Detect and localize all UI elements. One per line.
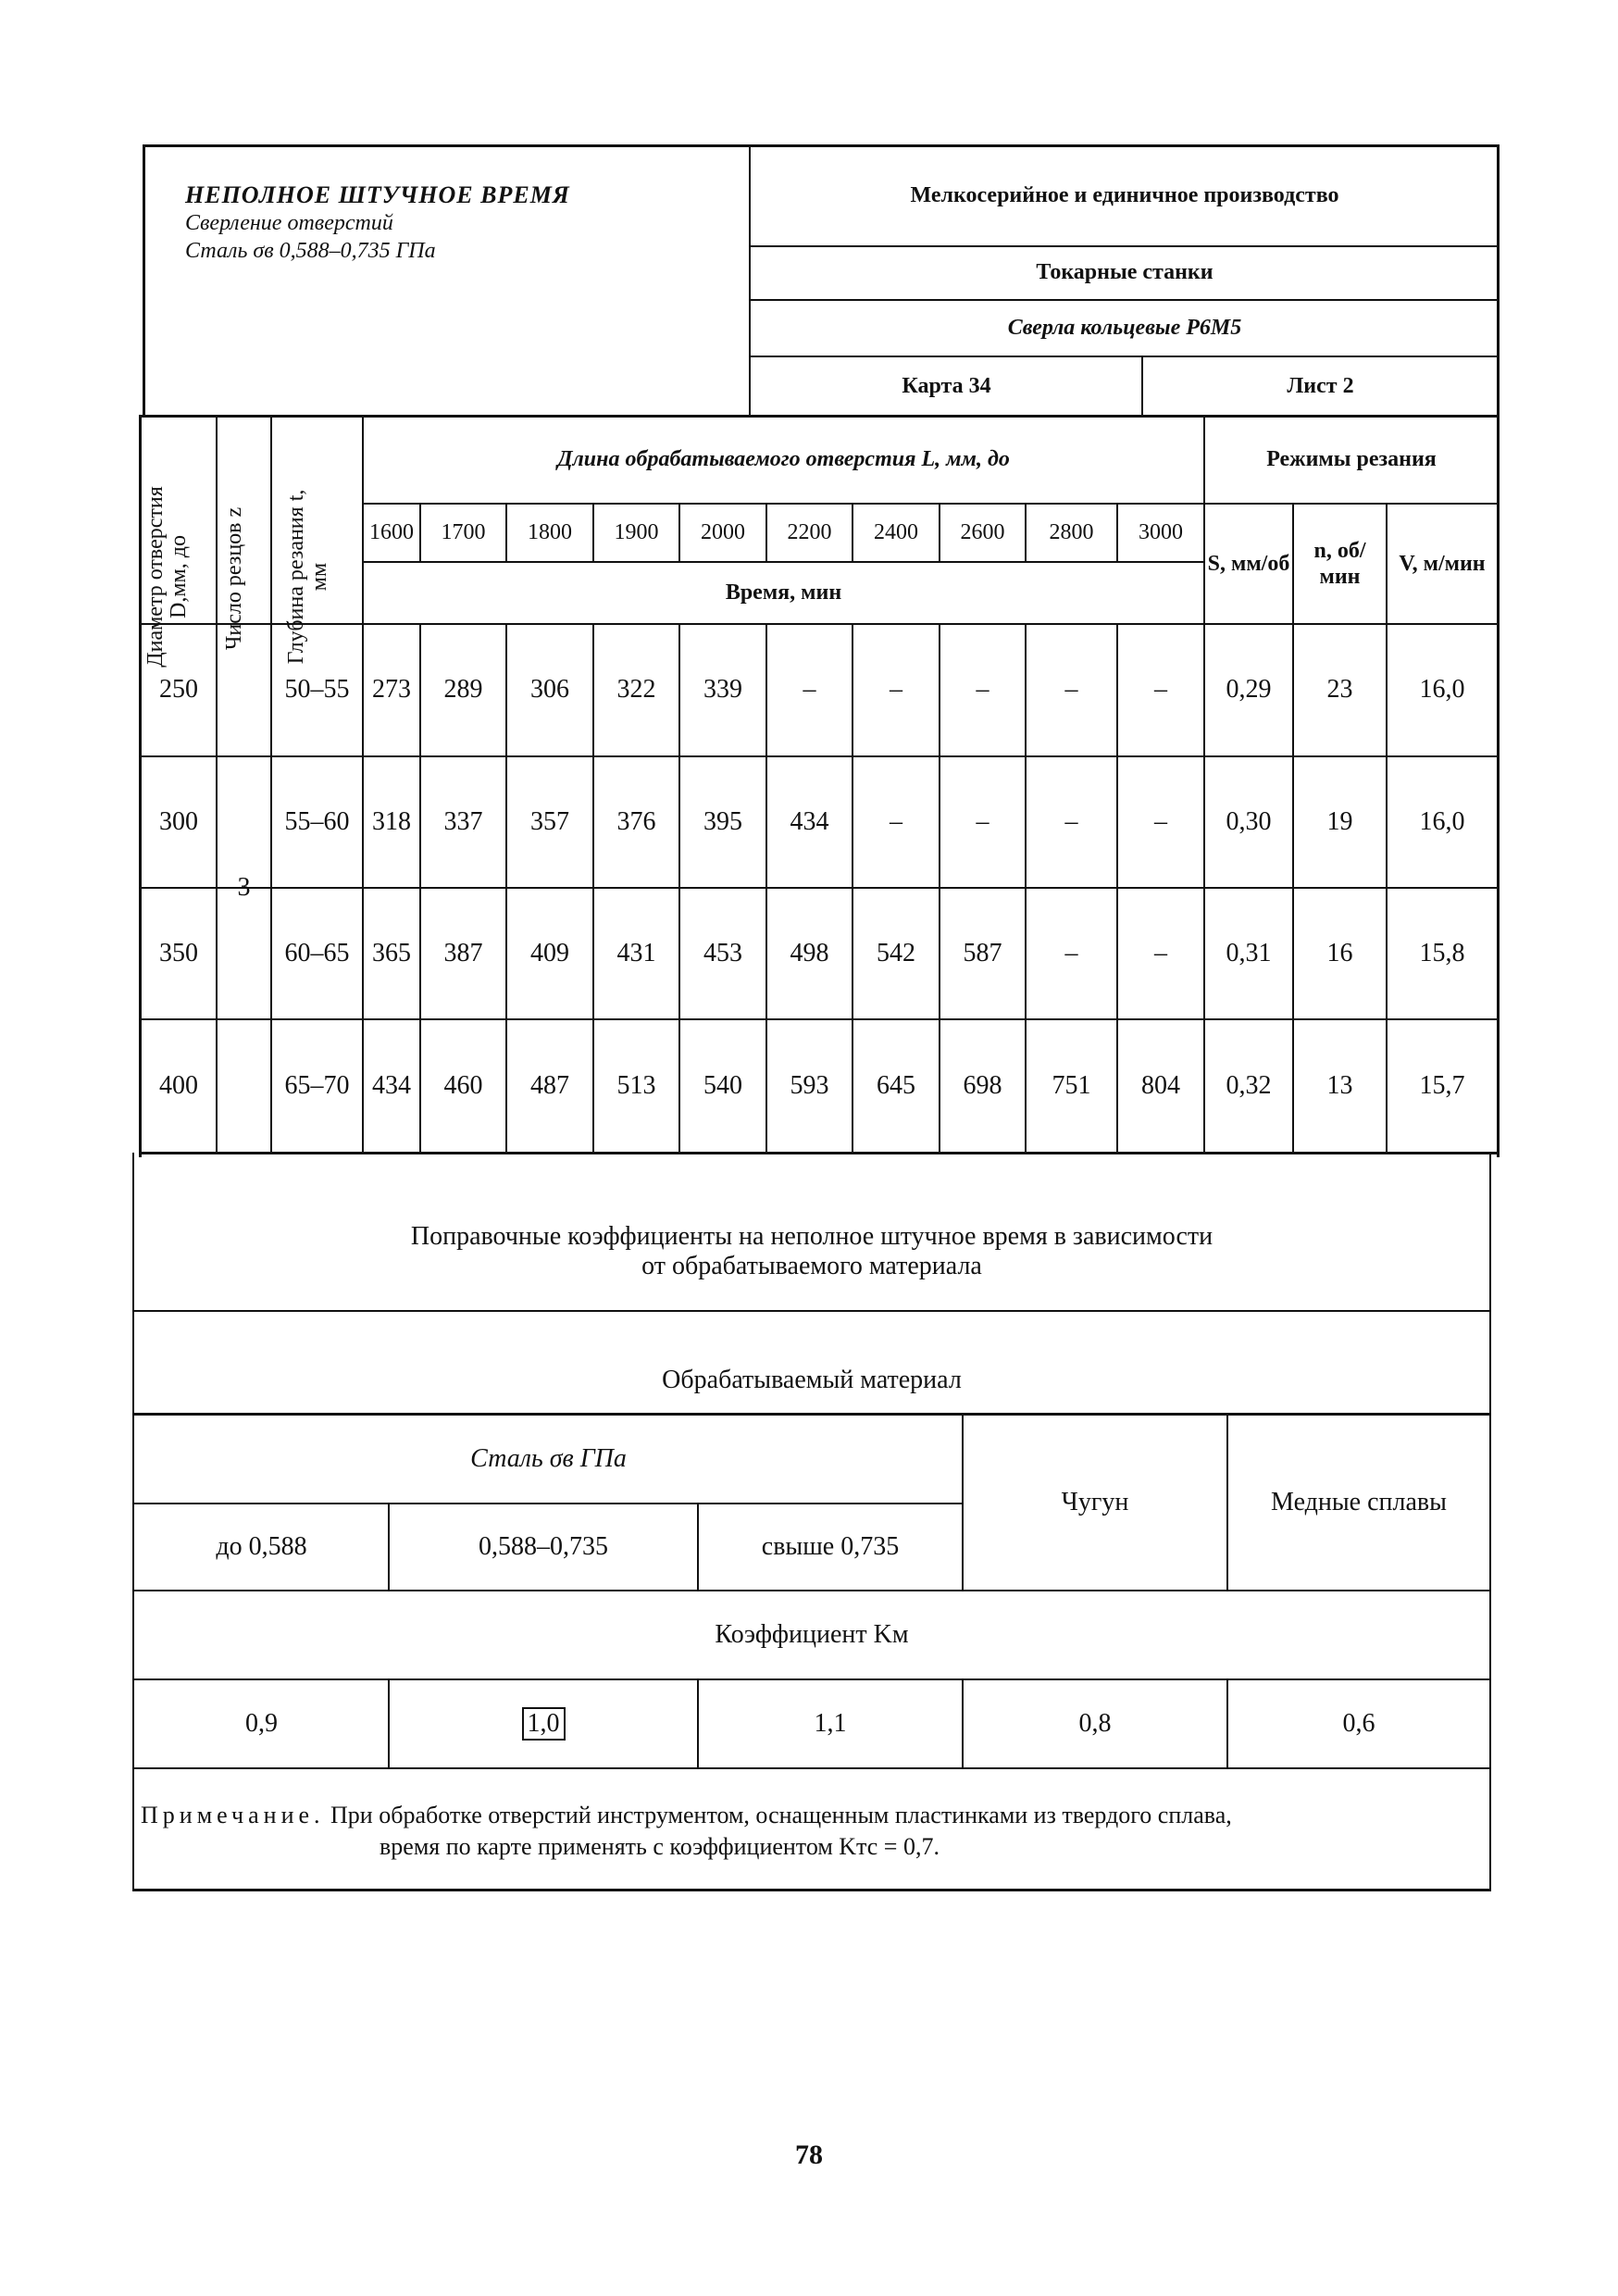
machine-type: Токарные станки: [1036, 260, 1214, 285]
length-value: 2200: [787, 519, 832, 544]
s-cell: 0,29: [1226, 675, 1272, 705]
coefficient-value: 0,6: [1342, 1708, 1375, 1738]
n-cell: 16: [1326, 938, 1353, 967]
steel-col: свыше 0,735: [761, 1531, 900, 1561]
n-col-header: n, об/мин: [1313, 538, 1366, 589]
time-cell: 453: [703, 938, 742, 967]
diameter-cell: 350: [159, 938, 198, 967]
time-cell: 322: [616, 675, 656, 705]
time-cell: 540: [703, 1070, 742, 1100]
time-cell: 339: [703, 675, 742, 705]
length-value: 1600: [369, 519, 414, 544]
time-cell: –: [1064, 675, 1078, 705]
time-cell: –: [1064, 806, 1078, 836]
time-cell: –: [1154, 675, 1167, 705]
time-cell: 698: [963, 1070, 1002, 1100]
time-cell: 376: [616, 806, 656, 836]
time-cell: 513: [616, 1070, 656, 1100]
time-cell: 395: [703, 806, 742, 836]
diameter-cell: 250: [159, 675, 198, 705]
time-cell: 387: [443, 938, 483, 967]
note-text: При обработке отверстий инструментом, оснащенным пластинками из твердого сплава,: [330, 1802, 1232, 1828]
copper-col: Медные сплавы: [1271, 1487, 1447, 1516]
time-cell: –: [1064, 938, 1078, 967]
doc-title: НЕПОЛНОЕ ШТУЧНОЕ ВРЕМЯ: [185, 181, 570, 208]
length-value: 2800: [1049, 519, 1094, 544]
diameter-col-header: Диаметр отверстия D,мм, до: [143, 486, 192, 668]
time-cell: 357: [530, 806, 569, 836]
depth-cell: 55–60: [284, 806, 350, 836]
n-cell: 13: [1326, 1070, 1353, 1100]
time-cell: 289: [443, 675, 483, 705]
doc-subtitle: Сверление отверстий: [185, 211, 393, 235]
time-cell: –: [1154, 806, 1167, 836]
length-header: Длина обрабатываемого отверстия L, мм, до: [557, 447, 1010, 472]
v-cell: 16,0: [1419, 806, 1465, 836]
time-cell: 318: [372, 806, 411, 836]
length-value: 1700: [441, 519, 486, 544]
n-cell: 23: [1326, 675, 1353, 705]
s-cell: 0,30: [1226, 806, 1272, 836]
cutters-col-header: Число резцов z: [222, 506, 246, 651]
v-cell: 16,0: [1419, 675, 1465, 705]
s-cell: 0,31: [1226, 938, 1272, 967]
time-cell: –: [803, 675, 816, 705]
coefficient-value: 1,0: [522, 1707, 566, 1741]
time-cell: 434: [790, 806, 829, 836]
time-cell: 587: [963, 938, 1002, 967]
note: [141, 1800, 1483, 1863]
time-cell: 645: [877, 1070, 915, 1100]
modes-header: Режимы резания: [1266, 447, 1437, 472]
note-text-line2: время по карте применять с коэффициентом Kтс = 0,7.: [380, 1833, 940, 1860]
time-cell: 306: [530, 675, 569, 705]
coefficient-header: Коэффициент Kм: [715, 1619, 909, 1649]
card-number: Карта 34: [902, 374, 991, 399]
time-header: Время, мин: [725, 580, 842, 605]
time-cell: –: [976, 806, 989, 836]
time-cell: 487: [530, 1070, 569, 1100]
v-cell: 15,7: [1419, 1070, 1465, 1100]
time-cell: –: [1154, 938, 1167, 967]
depth-cell: 60–65: [284, 938, 350, 967]
note-label: Примечание.: [141, 1802, 325, 1828]
n-cell: 19: [1326, 806, 1353, 836]
time-cell: 431: [616, 938, 656, 967]
diameter-cell: 400: [159, 1070, 198, 1100]
sheet-number: Лист 2: [1287, 374, 1354, 399]
diameter-cell: 300: [159, 806, 198, 836]
cutters-value: 3: [237, 873, 251, 903]
time-cell: 365: [372, 938, 411, 967]
v-col-header: V, м/мин: [1399, 551, 1486, 576]
time-cell: 409: [530, 938, 569, 967]
coefficient-value: 0,9: [245, 1708, 278, 1738]
time-cell: 273: [372, 675, 411, 705]
time-cell: –: [976, 675, 989, 705]
time-cell: 498: [790, 938, 829, 967]
tool-type: Сверла кольцевые Р6М5: [1007, 315, 1242, 340]
depth-cell: 50–55: [284, 675, 350, 705]
length-value: 2000: [701, 519, 745, 544]
steel-col: до 0,588: [216, 1531, 307, 1561]
steel-col: 0,588–0,735: [479, 1531, 608, 1561]
time-cell: 593: [790, 1070, 829, 1100]
length-value: 1800: [528, 519, 572, 544]
depth-cell: 65–70: [284, 1070, 350, 1100]
length-value: 1900: [614, 519, 659, 544]
time-cell: –: [890, 806, 902, 836]
doc-material: Сталь σв 0,588–0,735 ГПа: [185, 239, 436, 263]
length-value: 2400: [874, 519, 918, 544]
depth-col-header: Глубина резания t, мм: [284, 489, 332, 665]
time-cell: 751: [1052, 1070, 1091, 1100]
time-cell: 434: [372, 1070, 411, 1100]
cast-iron-col: Чугун: [1061, 1487, 1129, 1516]
correction-title-line2: от обрабатываемого материала: [641, 1252, 982, 1280]
time-cell: 542: [877, 938, 915, 967]
coefficient-value: 0,8: [1078, 1708, 1112, 1738]
material-header: Обрабатываемый материал: [662, 1366, 962, 1395]
s-cell: 0,32: [1226, 1070, 1272, 1100]
time-cell: –: [890, 675, 902, 705]
correction-title: Поправочные коэффициенты на неполное штучное время в зависимости: [410, 1222, 1214, 1251]
steel-header: Сталь σв ГПа: [470, 1443, 627, 1473]
page-number: 78: [795, 2139, 823, 2170]
length-value: 3000: [1139, 519, 1183, 544]
time-cell: 460: [443, 1070, 483, 1100]
time-cell: 804: [1141, 1070, 1180, 1100]
production-type: Мелкосерийное и единичное производство: [910, 182, 1339, 207]
s-col-header: S, мм/об: [1207, 551, 1290, 576]
coefficient-value: 1,1: [814, 1708, 847, 1738]
v-cell: 15,8: [1419, 938, 1465, 967]
time-cell: 337: [443, 806, 483, 836]
length-value: 2600: [960, 519, 1005, 544]
